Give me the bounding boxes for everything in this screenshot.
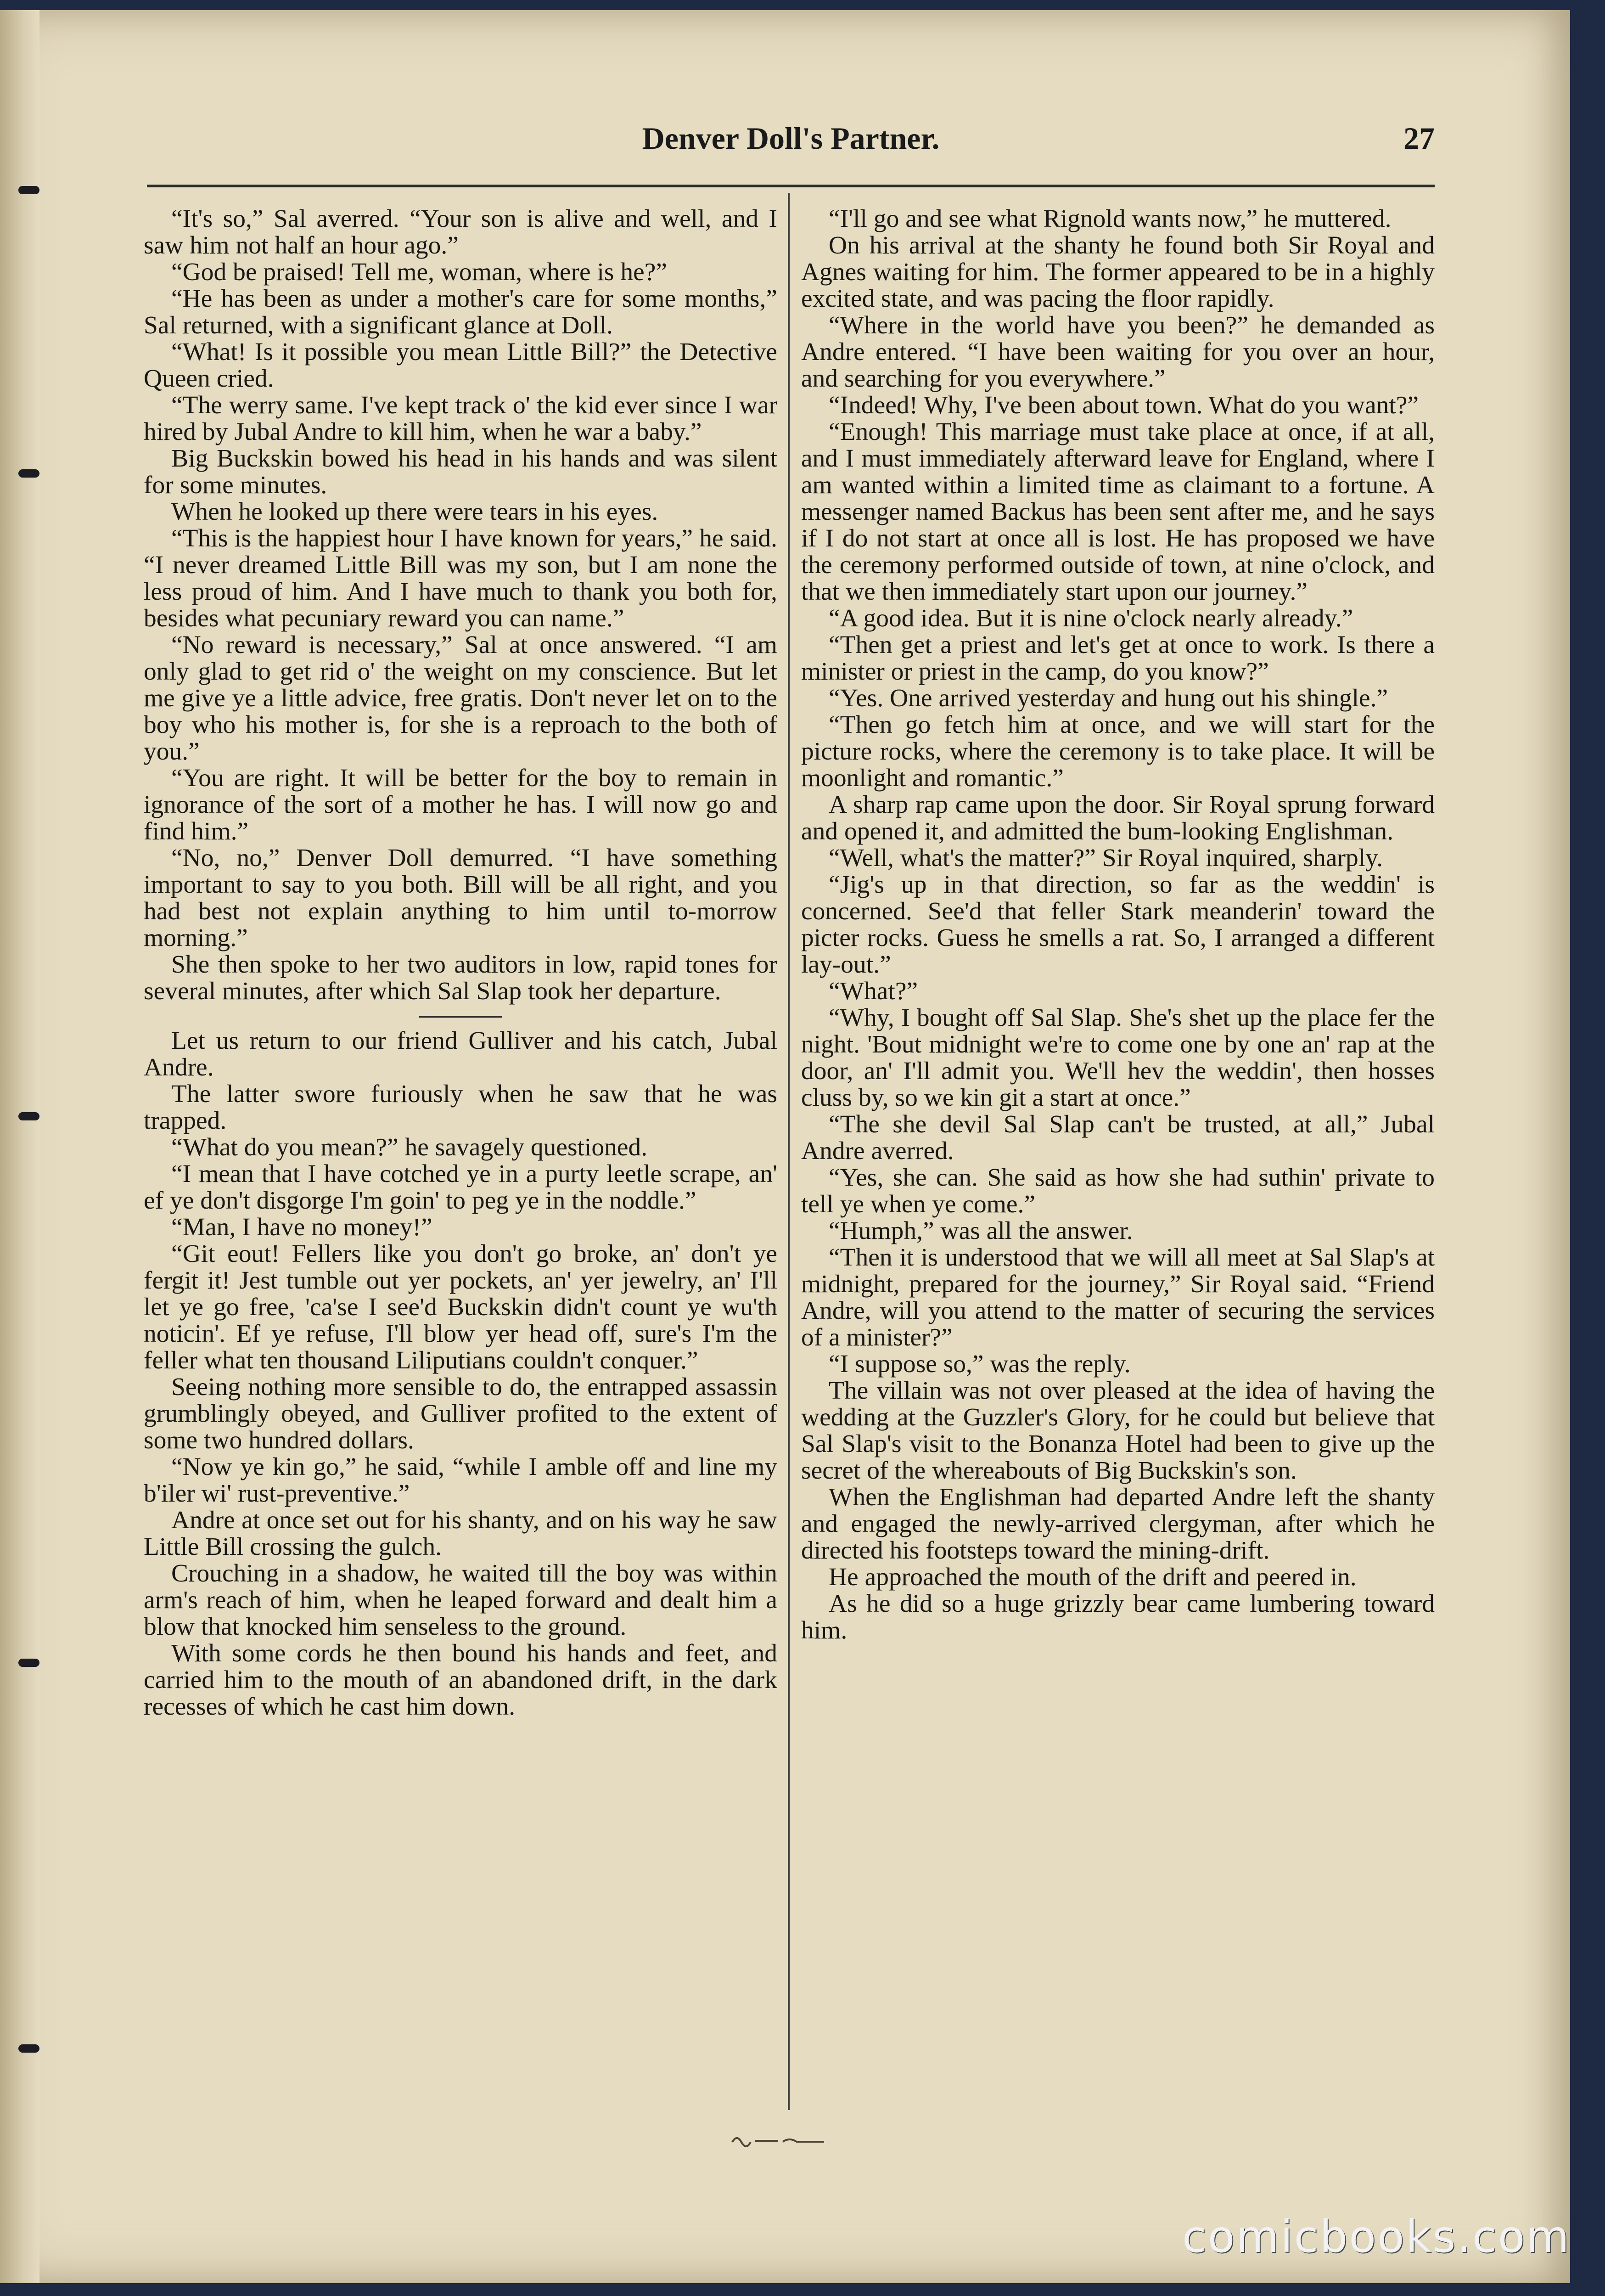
binding-stitch [18, 1659, 39, 1667]
site-watermark: comicbooks.com [1182, 2211, 1571, 2262]
paragraph: Crouching in a shadow, he waited till the boy was within arm's reach of him, when he leaped forward and dealt him a blow that knocked him senseless to the ground. [144, 1559, 777, 1641]
paragraph: The villain was not over pleased at the idea of having the wedding at the Guzzler's Glory, for he could but believe that Sal Slap's visit to the Bonanza Hotel had been to give up the secret of the whereabouts of Big Buckskin's son. [801, 1377, 1435, 1485]
paragraph: Andre at once set out for his shanty, and on his way he saw Little Bill crossing the gulch. [144, 1506, 777, 1561]
paragraph: “I suppose so,” was the reply. [829, 1350, 1131, 1378]
paragraph: “No, no,” Denver Doll demurred. “I have something important to say to you both. Bill will be all right, and you had best not explain anything to him until to-morrow morning.” [144, 844, 777, 952]
running-header [147, 120, 1435, 175]
right-column [801, 206, 1435, 1644]
paragraph: “Then it is understood that we will all meet at Sal Slap's at midnight, prepared for the journey,” Sir Royal said. “Friend Andre, will you attend to the matter of securing the services of a minister?” [801, 1244, 1435, 1351]
column-divider [788, 193, 790, 2110]
paragraph: “Indeed! Why, I've been about town. What do you want?” [829, 391, 1419, 419]
binding-stitch [18, 1112, 39, 1120]
paragraph: “What?” [829, 977, 918, 1005]
paragraph: “What do you mean?” he savagely questioned. [171, 1133, 648, 1161]
printer-mark-icon [728, 2131, 838, 2149]
paragraph: “Yes. One arrived yesterday and hung out his shingle.” [829, 684, 1388, 712]
paragraph: “I'll go and see what Rignold wants now,” he muttered. [829, 205, 1392, 233]
paragraph: He approached the mouth of the drift and peered in. [829, 1563, 1357, 1591]
paragraph: “What! Is it possible you mean Little Bill?” the Detective Queen cried. [144, 338, 777, 393]
section-break-rule [419, 1016, 502, 1018]
page-number: 27 [1403, 121, 1435, 156]
header-rule [147, 185, 1435, 187]
paragraph: When he looked up there were tears in his eyes. [171, 498, 658, 526]
paragraph: “Yes, she can. She said as how she had suthin' private to tell ye when ye come.” [801, 1164, 1435, 1218]
paragraph: When the Englishman had departed Andre left the shanty and engaged the newly-arrived clergyman, after which he directed his footsteps toward the mining-drift. [801, 1483, 1435, 1564]
paragraph: “The werry same. I've kept track o' the kid ever since I war hired by Jubal Andre to kill him, when he war a baby.” [144, 391, 777, 446]
paragraph: She then spoke to her two auditors in low, rapid tones for several minutes, after which Sal Slap took her departure. [144, 951, 777, 1005]
paragraph: Seeing nothing more sensible to do, the entrapped assassin grumblingly obeyed, and Gulliver profited to the extent of some two hundred dollars. [144, 1373, 777, 1454]
paragraph: On his arrival at the shanty he found both Sir Royal and Agnes waiting for him. The former appeared to be in a highly excited state, and was pacing the floor rapidly. [801, 231, 1435, 313]
paragraph: “It's so,” Sal averred. “Your son is alive and well, and I saw him not half an hour ago.” [144, 205, 777, 259]
paragraph: “Git eout! Fellers like you don't go broke, an' don't ye fergit it! Jest tumble out yer pockets, an' yer jewelry, an' I'll let ye go free, 'ca'se I see'd Buckskin didn't count ye wu'th noticin'. Ef ye refuse, I'll blow yer head off, sure's I'm the feller what ten thousand Liliputians couldn't conquer.” [144, 1240, 777, 1374]
paragraph: “God be praised! Tell me, woman, where is he?” [171, 258, 668, 286]
paragraph: “Then get a priest and let's get at once to work. Is there a minister or priest in the camp, do you know?” [801, 631, 1435, 686]
paragraph: “This is the happiest hour I have known for years,” he said. “I never dreamed Little Bill was my son, but I am none the less proud of him. And I have much to thank you both for, besides what pecuniary reward you can name.” [144, 524, 777, 632]
left-column [144, 206, 777, 1720]
paragraph: “Jig's up in that direction, so far as the weddin' is concerned. See'd that feller Stark meanderin' toward the picter rocks. Guess he smells a rat. So, I arranged a different lay-out.” [801, 871, 1435, 979]
paragraph: “Enough! This marriage must take place at once, if at all, and I must immediately afterward leave for England, where I am wanted within a limited time as claimant to a fortune. A messenger named Backus has been sent after me, and he says if I do not start at once all is lost. He has proposed we have the ceremony performed outside of town, at nine o'clock, and that we then immediately start upon our journey.” [801, 418, 1435, 606]
paragraph: “Man, I have no money!” [171, 1213, 432, 1241]
paragraph: The latter swore furiously when he saw that he was trapped. [144, 1080, 777, 1135]
paragraph: “No reward is necessary,” Sal at once answered. “I am only glad to get rid o' the weight on my conscience. But let me give ye a little advice, free gratis. Don't never let on to the boy who his mother is, for she is a reproach to the both of you.” [144, 631, 777, 765]
paragraph: Big Buckskin bowed his head in his hands and was silent for some minutes. [144, 445, 777, 499]
paragraph: “I mean that I have cotched ye in a purty leetle scrape, an' ef ye don't disgorge I'm goin' to peg ye in the noddle.” [144, 1160, 777, 1215]
paragraph: “A good idea. But it is nine o'clock nearly already.” [829, 604, 1353, 632]
paragraph: “Where in the world have you been?” he demanded as Andre entered. “I have been waiting for you over an hour, and searching for you everywhere.” [801, 311, 1435, 393]
binding-stitch [18, 469, 39, 478]
paragraph: “The she devil Sal Slap can't be trusted, at all,” Jubal Andre averred. [801, 1110, 1435, 1165]
binding-stitch [18, 2044, 39, 2053]
paragraph: “You are right. It will be better for the boy to remain in ignorance of the sort of a mother he has. I will now go and find him.” [144, 764, 777, 845]
paragraph: A sharp rap came upon the door. Sir Royal sprung forward and opened it, and admitted the bum-looking Englishman. [801, 791, 1435, 845]
paragraph: Let us return to our friend Gulliver and his catch, Jubal Andre. [144, 1027, 777, 1081]
paragraph: “Why, I bought off Sal Slap. She's shet up the place fer the night. 'Bout midnight we're to come one by one an' rap at the door, an' I'll admit you. We'll hev the weddin', then hosses cluss by, so we kin git a start at once.” [801, 1004, 1435, 1112]
paragraph: “Humph,” was all the answer. [829, 1217, 1133, 1245]
paragraph: “Then go fetch him at once, and we will start for the picture rocks, where the ceremony is to take place. It will be moonlight and romantic.” [801, 711, 1435, 792]
paragraph: As he did so a huge grizzly bear came lumbering toward him. [801, 1590, 1435, 1644]
paragraph: “Now ye kin go,” he said, “while I amble off and line my b'iler wi' rust-preventive.” [144, 1453, 777, 1508]
binding-stitch [18, 186, 39, 194]
paragraph: “He has been as under a mother's care for some months,” Sal returned, with a significant glance at Doll. [144, 285, 777, 339]
running-title: Denver Doll's Partner. [642, 121, 940, 156]
paragraph: “Well, what's the matter?” Sir Royal inquired, sharply. [829, 844, 1383, 872]
binding-spine [0, 10, 39, 2283]
paragraph: With some cords he then bound his hands and feet, and carried him to the mouth of an abandoned drift, in the dark recesses of which he cast him down. [144, 1639, 777, 1721]
